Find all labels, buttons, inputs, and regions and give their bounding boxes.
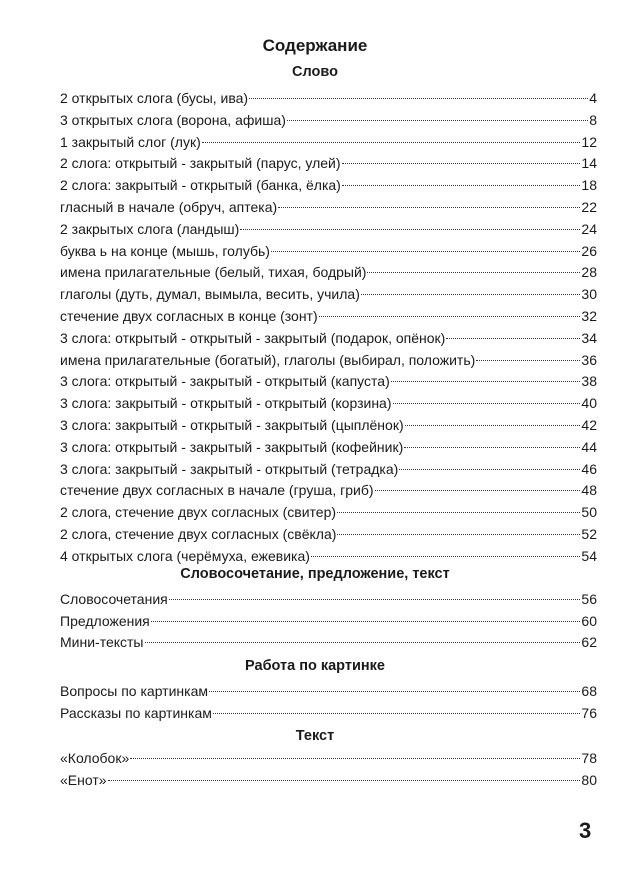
toc-entry-page: 62: [581, 634, 597, 651]
dot-leader: [375, 489, 581, 491]
toc-entry: [60, 175, 597, 195]
toc-entry-page: 34: [581, 329, 597, 346]
toc-entry-page: 4: [589, 90, 597, 106]
toc-entry-page: 18: [581, 177, 597, 194]
toc-entry-page: 26: [581, 242, 597, 259]
toc-entry-title: стечение двух согласных в начале (груша, гриб): [60, 482, 374, 499]
dot-leader: [287, 119, 588, 121]
dot-leader: [404, 446, 580, 448]
toc-entry-title: «Колобок»: [60, 750, 130, 766]
toc-entry-title: стечение двух согласных в конце (зонт): [60, 308, 318, 324]
toc-entry-title: имена прилагательные (белый, тихая, бодрый): [60, 264, 367, 281]
toc-entry: [60, 589, 597, 609]
toc-entry-title: 2 слога, стечение двух согласных (свитер): [60, 504, 337, 521]
dot-leader: [209, 690, 580, 692]
toc-entry: [60, 632, 597, 652]
dot-leader: [361, 293, 581, 295]
toc-entry-title: 3 слога: открытый - закрытый - закрытый (кофейник): [60, 438, 404, 455]
toc-entry-page: 60: [581, 612, 597, 629]
toc-entry: [60, 703, 597, 723]
toc-entry: [60, 546, 597, 566]
toc-entry: [60, 371, 597, 391]
toc-entry-title: 1 закрытый слог (лук): [60, 133, 201, 150]
toc-entry: [60, 415, 597, 435]
toc-entry-title: 4 открытых слога (черёмуха, ежевика): [60, 547, 310, 564]
dot-leader: [271, 250, 580, 252]
toc-entry-title: 3 слога: закрытый - закрытый - открытый (тетрадка): [60, 460, 399, 477]
toc-entry: [60, 241, 597, 261]
dot-leader: [278, 206, 580, 208]
toc-entry: [60, 611, 597, 631]
toc-entry: [60, 524, 597, 544]
dot-leader: [342, 162, 581, 164]
toc-entry-page: 46: [581, 460, 597, 477]
toc-entry-title: имена прилагательные (богатый), глаголы (выбирал, положить): [60, 351, 476, 368]
toc-entry-page: 44: [581, 438, 597, 455]
toc-entry-title: Мини-тексты: [60, 634, 144, 651]
toc-entry-page: 28: [581, 264, 597, 281]
dot-leader: [337, 533, 580, 535]
toc-entry: [60, 681, 597, 701]
toc-entry-page: 38: [581, 373, 597, 390]
dot-leader: [446, 337, 580, 339]
dot-leader: [399, 468, 580, 470]
toc-entry-page: 40: [581, 395, 597, 412]
toc-entry-page: 78: [581, 750, 597, 766]
toc-entry-title: 2 закрытых слога (ландыш): [60, 220, 240, 237]
toc-entry-title: глаголы (дуть, думал, вымыла, весить, учила): [60, 286, 360, 303]
toc-entry: [60, 459, 597, 479]
toc-entry-page: 30: [581, 286, 597, 303]
toc-entry: [60, 110, 597, 130]
toc-entry: [60, 197, 597, 217]
section-heading-phrases: Словосочетание, предложение, текст: [180, 566, 450, 582]
toc-entry: [60, 748, 597, 768]
dot-leader: [311, 555, 581, 557]
toc-entry-page: 22: [581, 199, 597, 215]
dot-leader: [337, 511, 580, 513]
dot-leader: [367, 271, 580, 273]
toc-entry-title: 2 слога: закрытый - открытый (банка, ёлка): [60, 177, 341, 194]
dot-leader: [151, 620, 581, 622]
page-number: 3: [579, 818, 592, 843]
toc-entry-page: 54: [581, 547, 597, 564]
dot-leader: [145, 641, 581, 643]
dot-leader: [405, 424, 581, 426]
section-heading-slovo: Слово: [292, 64, 338, 80]
toc-entry-page: 52: [581, 526, 597, 542]
toc-entry-title: Рассказы по картинкам: [60, 705, 212, 721]
toc-entry-title: Словосочетания: [60, 591, 168, 607]
toc-entry-page: 36: [581, 351, 597, 368]
toc-entry: [60, 88, 597, 108]
toc-entry: [60, 770, 597, 790]
toc-entry-title: «Енот»: [60, 772, 107, 788]
toc-entry-page: 42: [581, 417, 597, 433]
dot-leader: [130, 757, 580, 759]
dot-leader: [108, 779, 581, 781]
dot-leader: [240, 228, 580, 230]
toc-entry: [60, 350, 597, 370]
toc-entry: [60, 328, 597, 348]
dot-leader: [393, 402, 581, 404]
toc-entry-page: 32: [581, 308, 597, 324]
toc-entry-page: 56: [581, 591, 597, 607]
toc-entry-title: 3 открытых слога (ворона, афиша): [60, 111, 286, 128]
dot-leader: [391, 380, 581, 382]
toc-entry-title: буква ь на конце (мышь, голубь): [60, 242, 270, 259]
toc-entry-title: 3 слога: открытый - закрытый - открытый (капуста): [60, 373, 390, 390]
toc-entry-title: 3 слога: закрытый - открытый - открытый (корзина): [60, 395, 392, 412]
toc-entry-page: 76: [581, 705, 597, 721]
section-heading-text: Текст: [295, 728, 335, 744]
toc-entry-page: 48: [581, 482, 597, 499]
dot-leader: [476, 359, 580, 361]
toc-entry: [60, 480, 597, 500]
toc-entry-title: Вопросы по картинкам: [60, 683, 208, 699]
dot-leader: [169, 598, 581, 600]
section-heading-pictures: Работа по картинке: [245, 658, 385, 674]
page-title: Содержание: [262, 36, 368, 55]
toc-entry: [60, 153, 597, 173]
toc-entry-page: 24: [581, 220, 597, 237]
toc-entry-page: 14: [581, 155, 597, 172]
toc-entry-title: 2 открытых слога (бусы, ива): [60, 90, 249, 106]
dot-leader: [202, 141, 581, 143]
toc-entry-title: 3 слога: закрытый - открытый - закрытый (цыплёнок): [60, 417, 404, 433]
toc-entry-page: 50: [581, 504, 597, 521]
toc-entry: [60, 437, 597, 457]
toc-entry: [60, 393, 597, 413]
dot-leader: [319, 315, 581, 317]
toc-entry-title: 2 слога: открытый - закрытый (парус, улей): [60, 155, 341, 172]
toc-entry-page: 80: [581, 772, 597, 788]
toc-entry: [60, 306, 597, 326]
toc-entry: [60, 502, 597, 522]
dot-leader: [249, 97, 588, 99]
toc-entry-page: 68: [581, 683, 597, 699]
dot-leader: [342, 184, 581, 186]
toc-entry-title: Предложения: [60, 612, 150, 629]
toc-entry: [60, 284, 597, 304]
dot-leader: [213, 712, 581, 714]
toc-entry-title: 3 слога: открытый - открытый - закрытый (подарок, опёнок): [60, 329, 446, 346]
toc-entry: [60, 262, 597, 282]
toc-entry: [60, 219, 597, 239]
toc-entry-page: 8: [589, 111, 597, 128]
toc-entry-page: 12: [581, 133, 597, 150]
toc-entry: [60, 132, 597, 152]
toc-entry-title: 2 слога, стечение двух согласных (свёкла): [60, 526, 337, 542]
toc-entry-title: гласный в начале (обруч, аптека): [60, 199, 278, 215]
